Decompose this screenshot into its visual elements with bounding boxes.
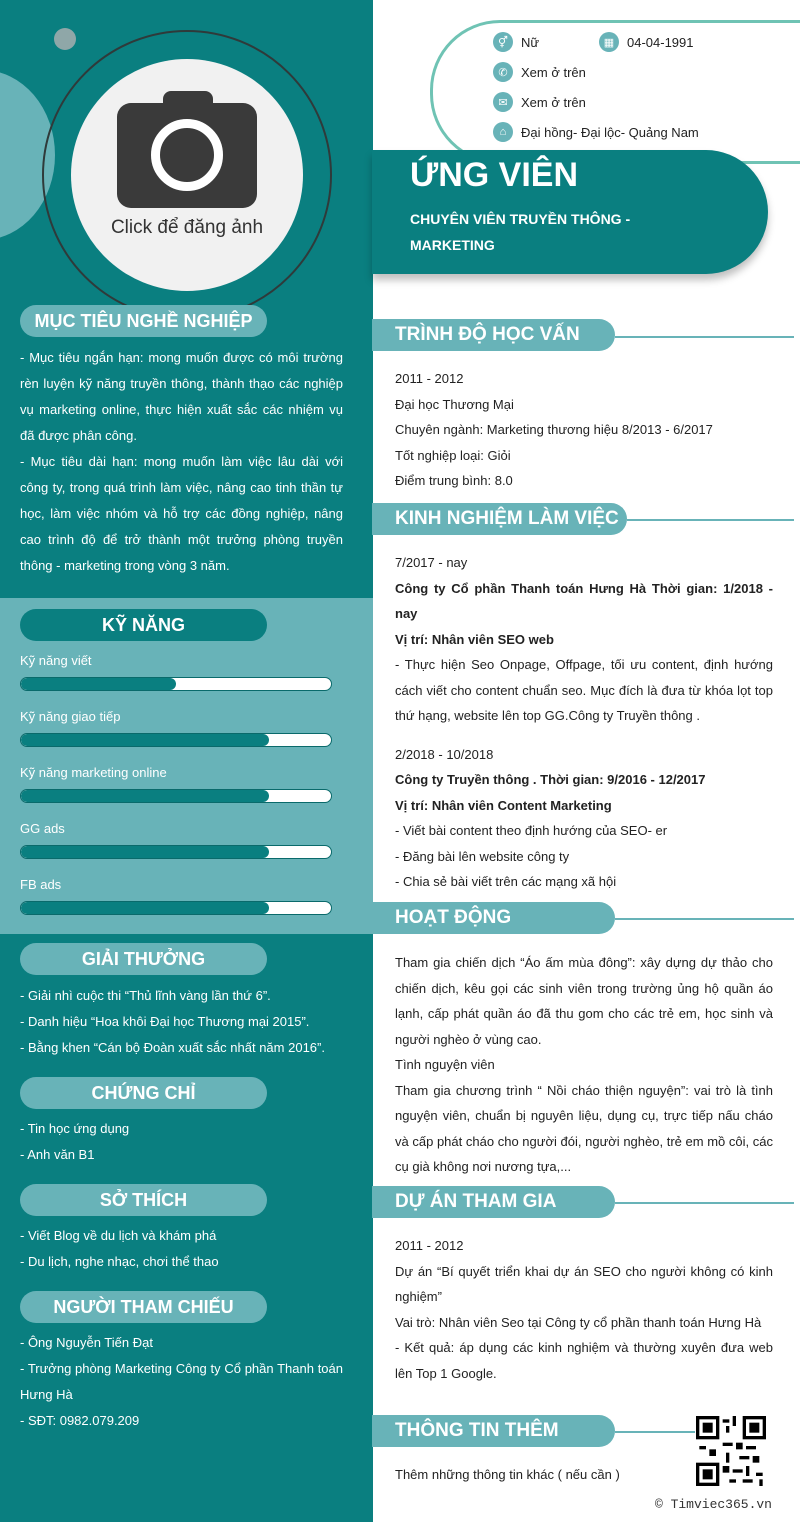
awards-list xyxy=(20,983,343,1061)
objective-long: - Mục tiêu dài hạn: mong muốn làm việc lâu dài với công ty, trong quá trình làm việc, nâng cao tinh thần tự học, làm việc nhóm và hỗ trợ các đồng nghiệp, nâng cao trình độ để trở thành một trưởng phòng truyền thông - marketing trong vòng 3 năm. xyxy=(20,454,343,573)
job-detail: - Thực hiện Seo Onpage, Offpage, tối ưu content, định hướng cách viết cho content chuẩn seo. Mục đích là đưa từ khóa lọt top thứ hạng, website lên top GG.Công ty Truyền thông . xyxy=(395,657,773,723)
birthday-value: 04-04-1991 xyxy=(627,34,694,50)
skill-label: Kỹ năng viết xyxy=(20,653,92,668)
project-period: 2011 - 2012 xyxy=(395,1238,464,1253)
references-title: NGƯỜI THAM CHIẾU xyxy=(20,1291,267,1323)
candidate-role: CHUYÊN VIÊN TRUYỀN THÔNG - MARKETING xyxy=(410,211,631,253)
skill-bar xyxy=(20,677,332,691)
section-divider xyxy=(615,336,794,338)
skill-bar-fill xyxy=(21,902,269,914)
education-text xyxy=(395,366,773,494)
education-line: 2011 - 2012 xyxy=(395,371,464,386)
cert-item: - Tin học ứng dụng xyxy=(20,1121,130,1136)
skill-bar xyxy=(20,845,332,859)
skill-bar xyxy=(20,733,332,747)
qr-code-icon xyxy=(696,1416,766,1486)
education-line: Tốt nghiệp loại: Giỏi xyxy=(395,447,511,463)
decor-dot xyxy=(54,28,76,50)
activity-paragraph: Tình nguyện viên xyxy=(395,1057,495,1072)
projects-title: DỰ ÁN THAM GIA xyxy=(372,1186,615,1218)
hobby-item: - Viết Blog về du lịch và khám phá xyxy=(20,1228,217,1243)
skill-bar-fill xyxy=(21,790,269,802)
camera-lens-icon xyxy=(151,119,223,191)
awards-title: GIẢI THƯỞNG xyxy=(20,943,267,975)
gender-row xyxy=(493,32,539,52)
activities-title: HOẠT ĐỘNG xyxy=(372,902,615,934)
job-period: 2/2018 - 10/2018 xyxy=(395,746,494,762)
address-row xyxy=(493,122,699,142)
job-detail: - Viết bài content theo định hướng của SEO- er xyxy=(395,823,668,838)
award-item: - Bằng khen “Cán bộ Đoàn xuất sắc nhất năm 2016”. xyxy=(20,1040,325,1055)
references-list xyxy=(20,1330,343,1434)
activities-text xyxy=(395,950,773,1180)
hobby-item: - Du lịch, nghe nhạc, chơi thể thao xyxy=(20,1254,219,1269)
experience-title: KINH NGHIỆM LÀM VIỆC xyxy=(372,503,627,535)
project-result: - Kết quả: áp dụng các kinh nghiệm và thường xuyên đưa web lên Top 1 Google. xyxy=(395,1340,773,1381)
experience-text xyxy=(395,550,773,895)
project-name: Dự án “Bí quyết triển khai dự án SEO cho người không có kinh nghiệm” xyxy=(395,1263,773,1304)
job-position: Vị trí: Nhân viên SEO web xyxy=(395,631,554,647)
gender-icon: ⚥ xyxy=(493,32,513,52)
section-divider xyxy=(615,1202,794,1204)
objective-short: - Mục tiêu ngắn hạn: mong muốn được có môi trường rèn luyện kỹ năng truyền thông, thành thạo các nghiệp vụ marketing online, thực hiện xuất sắc các nhiệm vụ đã được phân công. xyxy=(20,350,343,443)
activity-paragraph: Tham gia chiến dịch “Áo ấm mùa đông”: xây dựng dự thảo cho chiến dịch, kêu gọi các sinh viên trong trường ủng hộ quần áo lạnh, cấp phát quần áo đã thu gom cho các trẻ em, học sinh và người nghèo ở vùng cao. xyxy=(395,955,773,1047)
mail-icon: ✉ xyxy=(493,92,513,112)
email-row xyxy=(493,92,586,112)
section-divider xyxy=(627,519,794,521)
calendar-icon: ▦ xyxy=(599,32,619,52)
job-company: Công ty Cổ phần Thanh toán Hưng Hà Thời gian: 1/2018 - nay xyxy=(395,580,773,621)
skill-label: GG ads xyxy=(20,821,65,836)
skill-bar xyxy=(20,789,332,803)
award-item: - Danh hiệu “Hoa khôi Đại học Thương mại 2015”. xyxy=(20,1014,310,1029)
reference-item: - SĐT: 0982.079.209 xyxy=(20,1413,140,1428)
hobbies-list xyxy=(20,1223,343,1275)
extra-text: Thêm những thông tin khác ( nếu cần ) xyxy=(395,1467,620,1482)
education-line: Điểm trung bình: 8.0 xyxy=(395,473,513,488)
email-value: Xem ở trên xyxy=(521,94,586,110)
home-icon: ⌂ xyxy=(493,122,513,142)
section-divider xyxy=(615,1431,695,1433)
education-line: Chuyên ngành: Marketing thương hiệu 8/2013 - 6/2017 xyxy=(395,422,713,437)
job-company: Công ty Truyền thông . Thời gian: 9/2016 - 12/2017 xyxy=(395,772,706,787)
objective-title: MỤC TIÊU NGHỀ NGHIỆP xyxy=(20,305,267,337)
job-position: Vị trí: Nhân viên Content Marketing xyxy=(395,797,612,813)
name-banner xyxy=(372,150,768,274)
education-line: Đại học Thương Mại xyxy=(395,396,514,412)
upload-photo-label: Click để đăng ảnh xyxy=(110,217,264,238)
skill-label: Kỹ năng marketing online xyxy=(20,765,167,780)
activity-paragraph: Tham gia chương trình “ Nồi cháo thiện nguyện”: vai trò là tình nguyện viên, chuẩn bị nguyên liệu, dụng cụ, trực tiếp nấu cháo và cấp phát cháo cho người đói, người nghèo, trẻ em mồ côi, các cụ già không nơi nương tựa,... xyxy=(395,1082,773,1174)
section-divider xyxy=(615,918,794,920)
certs-list xyxy=(20,1116,343,1168)
phone-row xyxy=(493,62,586,82)
skill-bar-fill xyxy=(21,734,269,746)
education-title: TRÌNH ĐỘ HỌC VẤN xyxy=(372,319,615,351)
phone-icon: ✆ xyxy=(493,62,513,82)
reference-item: - Trưởng phòng Marketing Công ty Cổ phần Thanh toán Hưng Hà xyxy=(20,1361,343,1402)
extra-title: THÔNG TIN THÊM xyxy=(372,1415,615,1447)
skill-label: Kỹ năng giao tiếp xyxy=(20,709,121,724)
skill-bar-fill xyxy=(21,846,269,858)
reference-item: - Ông Nguyễn Tiến Đạt xyxy=(20,1335,153,1350)
hobbies-title: SỞ THÍCH xyxy=(20,1184,267,1216)
avatar-upload[interactable] xyxy=(71,59,303,291)
address-value: Đại hồng- Đại lộc- Quảng Nam xyxy=(521,124,699,140)
skills-title: KỸ NĂNG xyxy=(20,609,267,641)
job-period: 7/2017 - nay xyxy=(395,555,468,570)
skill-bar xyxy=(20,901,332,915)
skill-bar-fill xyxy=(21,678,176,690)
site-credit: © Timviec365.vn xyxy=(654,1497,772,1512)
phone-value: Xem ở trên xyxy=(521,64,586,80)
objective-text xyxy=(20,345,343,579)
project-role: Vai trò: Nhân viên Seo tại Công ty cổ phần thanh toán Hưng Hà xyxy=(395,1314,762,1330)
birthday-row xyxy=(599,32,694,52)
job-detail: - Chia sẻ bài viết trên các mạng xã hội xyxy=(395,874,617,889)
award-item: - Giải nhì cuộc thi “Thủ lĩnh vàng lần thứ 6”. xyxy=(20,988,271,1003)
gender-value: Nữ xyxy=(521,34,540,50)
certs-title: CHỨNG CHỈ xyxy=(20,1077,267,1109)
candidate-name: ỨNG VIÊN xyxy=(410,156,579,194)
projects-text xyxy=(395,1233,773,1386)
cert-item: - Anh văn B1 xyxy=(20,1147,95,1162)
job-detail: - Đăng bài lên website công ty xyxy=(395,848,570,864)
skill-label: FB ads xyxy=(20,877,62,892)
